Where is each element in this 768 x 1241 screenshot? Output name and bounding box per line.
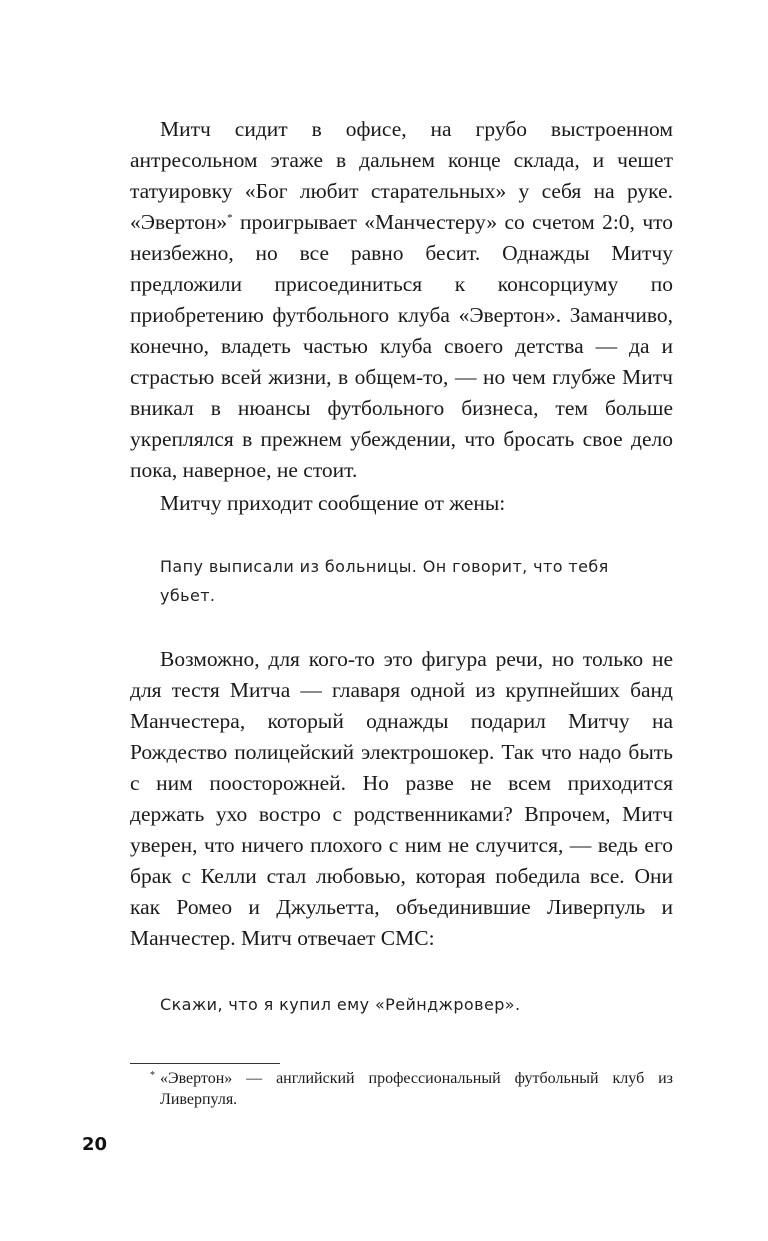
paragraph-2 [130,488,673,519]
paragraph-2-text: Митчу приходит сообщение от жены: [160,491,506,515]
paragraph-1 [130,114,673,486]
footnote-divider [130,1063,280,1064]
paragraph-1-text-continued: проигрывает «Манчестеру» со счетом 2:0, что неизбежно, но все равно бесит. Однажды Митчу предложили присоединиться к консорциуму по приобретению футбольного клуба «Эвертон». Заманчиво, конечно, владеть частью клуба своего детства — да и страстью всей жизни, в общем-то, — но чем глубже Митч вникал в нюансы футбольного бизнеса, тем больше укреплялся в прежнем убеждении, что бросать свое дело пока, наверное, не стоит. [130,210,673,482]
footnote-reference: * [227,211,233,224]
paragraph-3 [130,644,673,954]
page-number: 20 [82,1134,108,1155]
footnote-text: «Эвертон» — английский профессиональный футбольный клуб из Ливерпуля. [160,1070,673,1108]
paragraph-3-text: Возможно, для кого-то это фигура речи, но только не для тестя Митча — главаря одной из крупнейших банд Манчестера, который однажды подарил Митчу на Рождество полицейский электрошокер. Так что надо быть с ним поосторожней. Но разве не всем приходится держать ухо востро с родственниками? Впрочем, Митч уверен, что ничего плохого с ним не случится, — ведь его брак с Келли стал любовью, которая победила все. Они как Ромео и Джульетта, объединившие Ливерпуль и Манчестер. Митч отвечает СМС: [130,647,673,950]
paragraph-1-text: Митч сидит в офисе, на грубо выстроенном антресольном этаже в дальнем конце склада, и чешет татуировку «Бог любит старательных» у себя на руке. «Эвертон» [130,117,673,234]
sms-message-2: Скажи, что я купил ему «Рейнджровер». [160,995,521,1014]
sms-message-1: Папу выписали из больницы. Он говорит, что тебя убьет. [160,557,609,605]
footnote-marker: * [150,1070,155,1081]
footnote [150,1068,673,1110]
